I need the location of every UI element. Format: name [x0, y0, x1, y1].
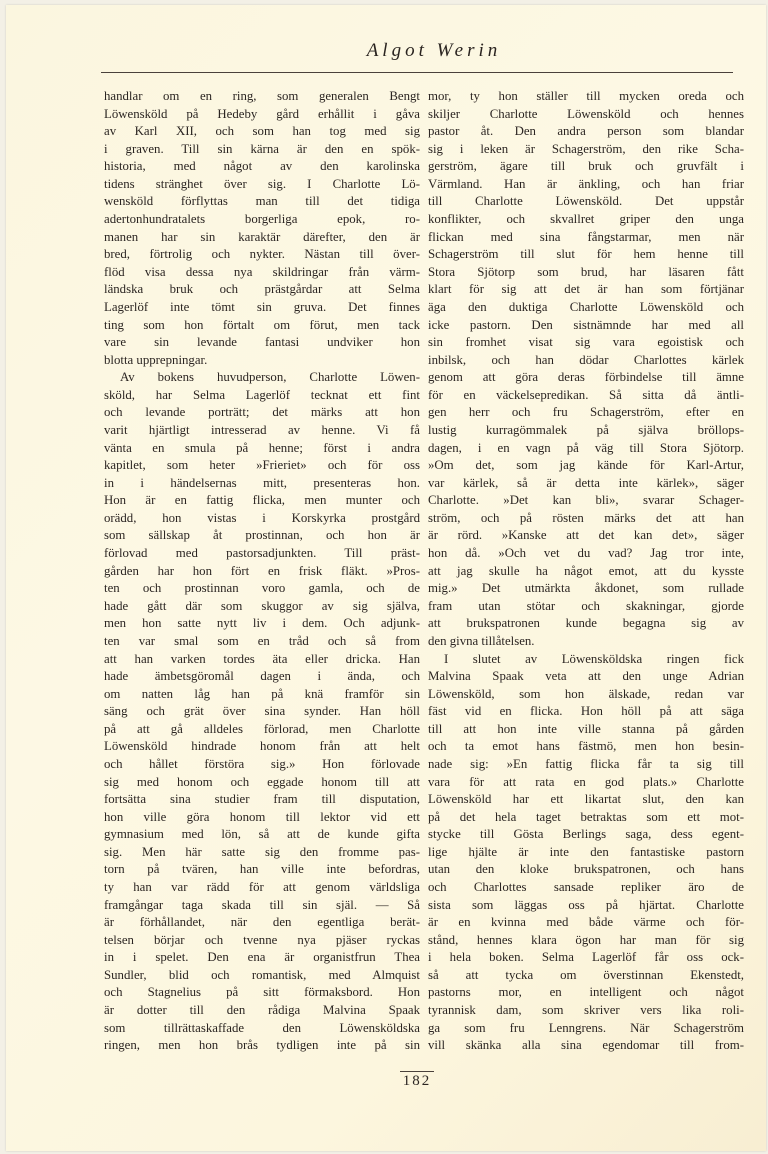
- text-line: Stora Sjötorp som brud, har läsaren fått: [428, 264, 744, 279]
- text-line: torn på tvären, han ville inte befordras,: [104, 862, 420, 877]
- text-line: mig.» Det utmärkta åkdonet, som rullade: [428, 581, 744, 596]
- text-line: bred, förtrolig och nykter. Nästan till över-: [104, 247, 420, 262]
- text-line: ga som fru Lenngrens. När Schagerström: [428, 1020, 744, 1035]
- text-line: till Charlotte Löwensköld. Det uppstår: [428, 194, 744, 209]
- text-line: var kärlek, så är detta inte kärlek», säger: [428, 475, 744, 490]
- text-line: adertonhundratalets borgerliga epok, ro-: [104, 212, 420, 227]
- text-line: hade ämbetsgöromål dagen i ända, och: [104, 669, 420, 684]
- text-line: Löwensköld på Hedeby gård erhållit i gåva: [104, 106, 420, 121]
- text-line: tidens stränghet över sig. I Charlotte Lö-: [104, 176, 420, 191]
- text-line: gen herr och fru Schagerström, efter en: [428, 405, 744, 420]
- text-line: Löwensköld hindrade honom från att helt: [104, 739, 420, 754]
- text-line: tyrannisk dam, som skriver vers lika roli-: [428, 1003, 744, 1018]
- text-line: vill skänka alla sina egendomar till from-: [428, 1038, 744, 1053]
- text-line: fäst vid en flicka. Hon höll på att säga: [428, 704, 744, 719]
- text-line: lustig kurragömmalek på själva bröllops-: [428, 422, 744, 437]
- text-line: är dotter till den rådiga Malvina Spaak: [104, 1003, 420, 1018]
- text-line: men hon satte nytt liv i dem. Och adjunk-: [104, 616, 420, 631]
- text-line: i hela boken. Selma Lagerlöf får oss ock-: [428, 950, 744, 965]
- text-line: är förhållandet, när den egentliga berät-: [104, 915, 420, 930]
- text-line: sig med honom och eggade honom till att: [104, 774, 420, 789]
- text-line: historia, med något av den karolinska: [104, 159, 420, 174]
- text-line: och levande porträtt; det märks att hon: [104, 405, 420, 420]
- text-line: är en kvinna med både värme och för-: [428, 915, 744, 930]
- header-rule: [101, 72, 733, 73]
- text-line: fortsätta sina studier fram till disputation,: [104, 792, 420, 807]
- text-line: äga den duktiga Charlotte Löwensköld och: [428, 299, 744, 314]
- text-line: flickan med sina fångstarmar, men när: [428, 229, 744, 244]
- text-line: klart för sig att det är han som förtjänar: [428, 282, 744, 297]
- text-line: pastorns mor, en intelligent och något: [428, 985, 744, 1000]
- text-line: varit hjärtligt intresserad av henne. Vi få: [104, 422, 420, 437]
- text-line: ten och prostinnan voro gamla, och de: [104, 581, 420, 596]
- text-line: och hållet förstöra sig.» Hon förlovade: [104, 756, 420, 771]
- text-line: förlovad med pastorsadjunkten. Till präst-: [104, 546, 420, 561]
- text-line: gården har hon fört en frisk fläkt. »Pros-: [104, 563, 420, 578]
- text-line: Värmland. Han är änkling, och han friar: [428, 176, 744, 191]
- text-line: vara för att rata en god plats.» Charlotte: [428, 774, 744, 789]
- text-line: Hon är en fattig flicka, men munter och: [104, 493, 420, 508]
- text-line: inbilsk, och han dödar Charlottes kärlek: [428, 352, 744, 367]
- text-line: att han varken tordes äta eller dricka. Han: [104, 651, 420, 666]
- text-line: genom att göra deras förbindelse till ämne: [428, 370, 744, 385]
- text-line: flöd visa dessa nya skildringar från värm-: [104, 264, 420, 279]
- text-line: på det hela taget betraktas som ett mot-: [428, 809, 744, 824]
- text-line: handlar om en ring, som generalen Bengt: [104, 89, 420, 103]
- text-line: »Om det, som jag kände för Karl-Artur,: [428, 458, 744, 473]
- text-line: att brukspatronen kunde begagna sig av: [428, 616, 744, 631]
- text-line: gerström, ägare till bruk och gruvfält i: [428, 159, 744, 174]
- text-line: för en väckelsepredikan. Så sitta då äntli-: [428, 387, 744, 402]
- text-line: Charlotte. »Det kan bli», svarar Schager-: [428, 493, 744, 508]
- text-line: konflikter, och skvallret griper den unga: [428, 212, 744, 227]
- text-line: utan den kloke brukspatronen, och hans: [428, 862, 744, 877]
- text-line: fram utan stötar och skakningar, gjorde: [428, 598, 744, 613]
- text-line: I slutet av Löwensköldska ringen fick: [444, 651, 744, 666]
- text-line: Malvina Spaak veta att den unge Adrian: [428, 669, 744, 684]
- text-line: dagen, i en vagn på väg till Stora Sjötorp.: [428, 440, 744, 455]
- text-line: kapitlet, som heter »Frieriet» och för oss: [104, 458, 420, 473]
- text-line: vänta en smula på henne; först i andra: [104, 440, 420, 455]
- text-line: så att tycka om överstinnan Ekenstedt,: [428, 967, 744, 982]
- text-line: sin fromhet visat sig vara egoistisk och: [428, 335, 744, 350]
- text-line: manen har sin karaktär därefter, den är: [104, 229, 420, 244]
- text-line: är rörd. »Kanske att det kan det», säger: [428, 528, 744, 543]
- text-line: den givna tillåtelsen.: [428, 633, 535, 648]
- text-line: till att hon inte ville stanna på gården: [428, 721, 744, 736]
- text-line: av Karl XII, och som han tog med sig: [104, 124, 420, 139]
- text-line: hon då. »Och vet du vad? Jag tror inte,: [428, 546, 744, 561]
- text-line: vare sin levande fantasi undviker hon: [104, 335, 420, 350]
- text-line: sista som läggas oss på hjärtat. Charlotte: [428, 897, 744, 912]
- text-line: sig i leken är Schagerström, den rike Scha-: [428, 141, 744, 156]
- text-line: ting som hon förtalt om förut, men tack: [104, 317, 420, 332]
- text-line: orädd, hon vistas i Korskyrka prostgård: [104, 510, 420, 525]
- text-line: hade gått där som skuggor av sig själva,: [104, 598, 420, 613]
- text-line: framgångar taga skada till sin själ. — Så: [104, 897, 420, 912]
- text-column-left: [104, 88, 420, 1055]
- text-line: och Stagnelius på sitt förmaksbord. Hon: [104, 985, 420, 1000]
- text-line: stånd, hennes klara ögon har man för sig: [428, 932, 744, 947]
- text-line: säng och grät över sina synder. Han höll: [104, 704, 420, 719]
- text-line: Lagerlöf inte tömt sin gruva. Det finnes: [104, 299, 420, 314]
- text-line: att jag skulle ha något emot, att du kysste: [428, 563, 744, 578]
- text-line: pastor åt. Den andra person som blandar: [428, 124, 744, 139]
- running-head-author: Algot Werin: [366, 40, 502, 61]
- text-line: ten var smal som en tråd och så from: [104, 633, 420, 648]
- text-line: gymnasium med lön, så att de kunde gifta: [104, 827, 420, 842]
- text-line: skiljer Charlotte Löwensköld och hennes: [428, 106, 744, 121]
- text-line: och Charlottes sansade repliker äro de: [428, 880, 744, 895]
- text-line: i graven. Till sin kärna är den en spök-: [104, 141, 420, 156]
- text-line: hon ville göra honom till lektor vid ett: [104, 809, 420, 824]
- text-line: och ta emot hans fästmö, men hon besin-: [428, 739, 744, 754]
- text-line: om natten låg han på knä framför sin: [104, 686, 420, 701]
- text-line: in i händelsernas mitt, presenteras hon.: [104, 475, 420, 490]
- page-number: 182: [402, 1073, 432, 1089]
- text-line: Av bokens huvudperson, Charlotte Löwen-: [120, 370, 420, 385]
- text-line: lige hjälte är inte den fantastiske pastorn: [428, 844, 744, 859]
- text-line: Schagerström till slut för hem henne till: [428, 247, 744, 262]
- text-line: på att gå alldeles förlorad, men Charlotte: [104, 721, 420, 736]
- text-line: Löwensköld, som hon älskade, redan var: [428, 686, 744, 701]
- text-line: ringen, men hon brås tydligen inte på sin: [104, 1038, 420, 1053]
- text-line: ländska bruk och prästgårdar att Selma: [104, 282, 420, 297]
- text-line: som sällskap åt prostinnan, och hon är: [104, 528, 420, 543]
- text-line: sköld, har Selma Lagerlöf tecknat ett fint: [104, 387, 420, 402]
- text-line: wensköld förflyttas man till det tidiga: [104, 194, 420, 209]
- text-line: ty han var rädd för att genom världsliga: [104, 880, 420, 895]
- text-line: blotta upprepningar.: [104, 352, 208, 367]
- text-line: mor, ty hon ställer till mycken oreda och: [428, 89, 744, 103]
- text-line: in i spelet. Den ena är organistfrun Thea: [104, 950, 420, 965]
- text-line: nade sig: »En fattig flicka får ta sig till: [428, 756, 744, 771]
- text-line: Sundler, blid och romantisk, med Almquist: [104, 967, 420, 982]
- text-column-right: [428, 88, 744, 1055]
- text-line: stycke till Gösta Berlings saga, dess egent-: [428, 827, 744, 842]
- text-line: sig. Men här satte sig den fromme pas-: [104, 844, 420, 859]
- text-line: ström, och på rösten märks det att han: [428, 510, 744, 525]
- text-line: Löwensköld har ett likartat slut, den kan: [428, 792, 744, 807]
- text-line: telsen börjar och tvenne nya pjäser ryckas: [104, 932, 420, 947]
- text-line: icke pastorn. Den sistnämnde har med all: [428, 317, 744, 332]
- text-line: som tillrättaskaffade den Löwensköldska: [104, 1020, 420, 1035]
- page-number-rule: [400, 1071, 434, 1072]
